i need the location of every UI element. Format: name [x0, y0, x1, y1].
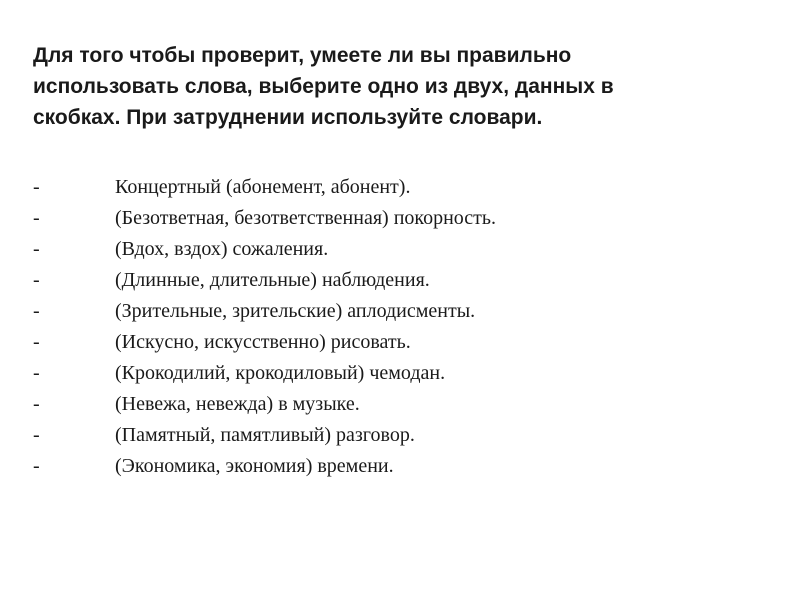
list-item [33, 451, 496, 482]
list-bullet: - [33, 331, 40, 353]
list-item-text: (Вдох, вздох) сожаления. [115, 238, 329, 260]
list-item-text: (Экономика, экономия) времени. [115, 455, 394, 477]
list-item [33, 389, 496, 420]
exercise-list [33, 172, 496, 482]
instruction-line: Для того чтобы проверит, умеете ли вы правильно [33, 44, 572, 67]
list-bullet: - [33, 393, 40, 415]
list-bullet: - [33, 207, 40, 229]
instruction-line: использовать слова, выберите одно из двух, данных в [33, 75, 614, 98]
list-item [33, 420, 496, 451]
list-bullet: - [33, 362, 40, 384]
list-bullet: - [33, 176, 40, 198]
list-item [33, 234, 496, 265]
list-item [33, 296, 496, 327]
list-item-text: (Невежа, невежда) в музыке. [115, 393, 360, 415]
list-bullet: - [33, 300, 40, 322]
list-bullet: - [33, 238, 40, 260]
list-item-text: (Искусно, искусственно) рисовать. [115, 331, 411, 353]
list-item-text: (Безответная, безответственная) покорность. [115, 207, 497, 229]
list-item [33, 327, 496, 358]
instruction-line: скобках. При затруднении используйте словари. [33, 106, 543, 129]
instruction-text [33, 40, 773, 133]
list-item-text: (Памятный, памятливый) разговор. [115, 424, 415, 446]
list-bullet: - [33, 455, 40, 477]
list-bullet: - [33, 424, 40, 446]
list-item-text: (Крокодилий, крокодиловый) чемодан. [115, 362, 446, 384]
list-item [33, 265, 496, 296]
list-bullet: - [33, 269, 40, 291]
list-item-text: (Зрительные, зрительские) аплодисменты. [115, 300, 476, 322]
list-item-text: (Длинные, длительные) наблюдения. [115, 269, 430, 291]
list-item [33, 358, 496, 389]
list-item [33, 203, 496, 234]
list-item [33, 172, 496, 203]
list-item-text: Концертный (абонемент, абонент). [115, 176, 411, 198]
